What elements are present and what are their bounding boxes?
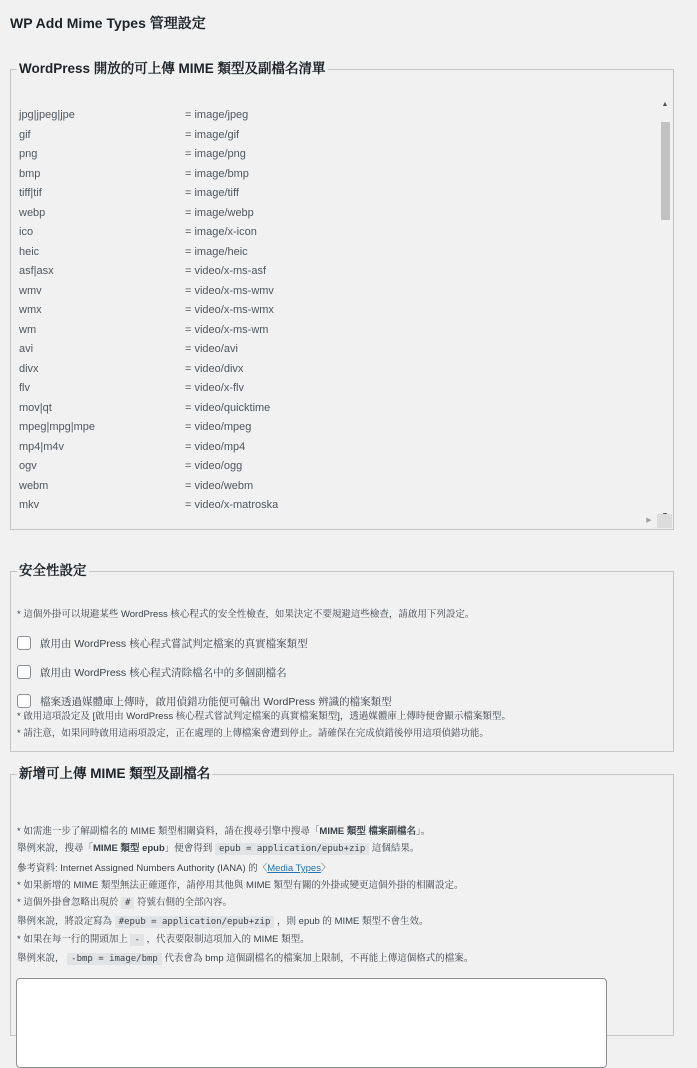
mime-type: = image/x-icon bbox=[185, 226, 257, 238]
mime-extension: tiff|tif bbox=[19, 187, 42, 199]
mime-type: = video/x-matroska bbox=[185, 499, 279, 511]
add-mime-legend: 新增可上傳 MIME 類型及副檔名 bbox=[19, 766, 211, 781]
mime-list-item bbox=[19, 399, 659, 418]
mime-type: = video/mpeg bbox=[185, 421, 252, 433]
scroll-right-icon[interactable]: ▶ bbox=[646, 517, 652, 524]
mime-type: = video/ogg bbox=[185, 460, 243, 472]
add-desc-line: * 如果新增的 MIME 類型無法正確運作，請停用其他與 MIME 類型有關的外掛或變更這個外掛的相關設定。 bbox=[17, 880, 464, 891]
mime-list-item bbox=[19, 360, 659, 379]
mime-type: = image/webp bbox=[185, 206, 254, 219]
security-intro: * 這個外掛可以規避某些 WordPress 核心程式的安全性檢查，如果決定不要規避這些檢查，請啟用下列設定。 bbox=[17, 609, 475, 620]
mime-list-item bbox=[19, 418, 659, 437]
mime-extension: ico bbox=[19, 226, 34, 238]
scrollbar-corner bbox=[657, 514, 672, 528]
custom-mime-textarea[interactable] bbox=[16, 978, 607, 1068]
mime-list-item bbox=[19, 477, 659, 496]
scroll-thumb[interactable] bbox=[661, 122, 670, 220]
bold-text: MIME 類型 檔案副檔名 bbox=[319, 826, 417, 837]
mime-list-item bbox=[19, 340, 659, 359]
option-label: 啟用由 WordPress 核心程式嘗試判定檔案的真實檔案類型 bbox=[40, 638, 308, 650]
mime-extension: mp4|m4v bbox=[19, 440, 65, 453]
add-desc-line: 舉例來說，將設定寫為 #epub = application/epub+zip ，則 epub 的 MIME 類型不會生效。 bbox=[17, 916, 429, 927]
mime-list-fieldset bbox=[10, 61, 674, 530]
mime-list-legend: WordPress 開放的可上傳 MIME 類型及副檔名清單 bbox=[19, 61, 326, 76]
mime-type: = video/x-ms-wmx bbox=[185, 304, 274, 316]
security-note: * 請注意，如果同時啟用這兩項設定，正在處理的上傳檔案會遭到停止。請確保在完成偵錯後停用這項偵錯功能。 bbox=[17, 728, 489, 739]
mime-type: = image/heic bbox=[185, 245, 248, 258]
add-desc-line: * 如需進一步了解副檔名的 MIME 類型相關資料，請在搜尋引擎中搜尋「MIME 類型 檔案副檔名」。 bbox=[17, 826, 431, 837]
mime-list-item bbox=[19, 145, 659, 164]
mime-extension: gif bbox=[19, 128, 31, 141]
mime-list-item bbox=[19, 282, 659, 301]
mime-type: = video/mp4 bbox=[185, 440, 246, 453]
checkbox-debug-file-type[interactable] bbox=[17, 694, 31, 708]
mime-list-item bbox=[19, 165, 659, 184]
mime-list-item bbox=[19, 301, 659, 320]
mime-type: = video/quicktime bbox=[185, 401, 271, 414]
mime-type: = video/x-ms-asf bbox=[185, 265, 266, 277]
mime-type: = image/tiff bbox=[185, 187, 239, 199]
mime-list-item bbox=[19, 438, 659, 457]
mime-extension: bmp bbox=[19, 167, 41, 180]
mime-extension: avi bbox=[19, 343, 34, 355]
mime-extension: jpg|jpeg|jpe bbox=[19, 109, 75, 121]
option-sanitize-multiple-extensions[interactable] bbox=[17, 665, 287, 681]
mime-list-item bbox=[19, 184, 659, 203]
mime-type: = image/bmp bbox=[185, 167, 249, 180]
mime-type: = video/divx bbox=[185, 362, 244, 375]
scroll-up-icon[interactable]: ▲ bbox=[661, 101, 669, 108]
mime-type: = image/gif bbox=[185, 128, 240, 141]
add-desc-line: 舉例來說，搜尋「MIME 類型 epub」便會得到 epub = application/epub+zip 這個結果。 bbox=[17, 843, 420, 854]
add-mime-fieldset bbox=[10, 766, 674, 1036]
mime-list-box[interactable] bbox=[12, 98, 672, 528]
mime-type: = image/jpeg bbox=[185, 109, 249, 121]
add-desc-line: 參考資料: Internet Assigned Numbers Authority (IANA) 的〈Media Types〉 bbox=[17, 863, 331, 874]
mime-type: = video/avi bbox=[185, 343, 238, 355]
mime-extension: mov|qt bbox=[19, 401, 52, 414]
mime-list-item bbox=[19, 106, 659, 125]
security-fieldset bbox=[10, 563, 674, 752]
page-title: WP Add Mime Types 管理設定 bbox=[10, 15, 206, 31]
code-sample: -bmp = image/bmp bbox=[67, 953, 162, 965]
mime-type: = image/png bbox=[185, 148, 246, 160]
code-sample: # bbox=[121, 897, 134, 909]
mime-list-item bbox=[19, 321, 659, 340]
security-legend: 安全性設定 bbox=[19, 563, 87, 578]
mime-extension: webm bbox=[19, 479, 49, 492]
mime-list-item bbox=[19, 262, 659, 281]
checkbox-sanitize-multiple-extensions[interactable] bbox=[17, 665, 31, 679]
mime-list-item bbox=[19, 457, 659, 476]
mime-extension: png bbox=[19, 148, 38, 160]
mime-type: = video/x-ms-wmv bbox=[185, 284, 274, 297]
mime-type: = video/x-flv bbox=[185, 382, 244, 394]
mime-list-horizontal-scrollbar[interactable] bbox=[12, 514, 672, 528]
mime-extension: flv bbox=[19, 382, 30, 394]
add-desc-line: 舉例來說， -bmp = image/bmp 代表會為 bmp 這個副檔名的檔案加上限制，不再能上傳這個格式的檔案。 bbox=[17, 953, 474, 964]
option-label: 檔案透過媒體庫上傳時，啟用偵錯功能便可輸出 WordPress 辨識的檔案類型 bbox=[40, 696, 392, 708]
mime-list-item bbox=[19, 243, 659, 262]
security-note: * 啟用這項設定及 [啟用由 WordPress 核心程式嘗試判定檔案的真實檔案類型]，透過媒體庫上傳時便會顯示檔案類型。 bbox=[17, 711, 511, 722]
mime-type: = video/x-ms-wm bbox=[185, 323, 269, 336]
mime-list-vertical-scrollbar[interactable] bbox=[658, 98, 672, 523]
mime-extension: heic bbox=[19, 245, 40, 258]
bold-text: MIME 類型 epub bbox=[93, 843, 165, 854]
option-check-file-type[interactable] bbox=[17, 636, 308, 652]
option-label: 啟用由 WordPress 核心程式清除檔名中的多個副檔名 bbox=[40, 667, 287, 679]
mime-list-item bbox=[19, 126, 659, 145]
code-sample: - bbox=[130, 934, 143, 946]
mime-list-item bbox=[19, 223, 659, 242]
mime-extension: wmx bbox=[19, 304, 42, 316]
mime-extension: wmv bbox=[19, 284, 42, 297]
mime-type: = video/webm bbox=[185, 479, 254, 492]
mime-extension: mpeg|mpg|mpe bbox=[19, 421, 96, 433]
mime-list-item bbox=[19, 204, 659, 223]
option-debug-file-type[interactable] bbox=[17, 694, 392, 710]
mime-extension: ogv bbox=[19, 460, 37, 472]
mime-extension: asf|asx bbox=[19, 265, 54, 277]
code-sample: epub = application/epub+zip bbox=[215, 843, 369, 855]
checkbox-check-file-type[interactable] bbox=[17, 636, 31, 650]
add-desc-line: * 這個外掛會忽略出現於 # 符號右側的全部內容。 bbox=[17, 897, 233, 908]
mime-extension: mkv bbox=[19, 499, 40, 511]
mime-extension: divx bbox=[19, 362, 39, 375]
mime-list-item bbox=[19, 379, 659, 398]
mime-extension: webp bbox=[19, 206, 46, 219]
add-desc-line: * 如果在每一行的開頭加上 - ，代表要限制這項加入的 MIME 類型。 bbox=[17, 934, 310, 945]
media-types-link[interactable]: Media Types bbox=[267, 863, 321, 874]
code-sample: #epub = application/epub+zip bbox=[115, 916, 275, 928]
mime-list-item bbox=[19, 496, 659, 515]
mime-extension: wm bbox=[19, 323, 37, 336]
